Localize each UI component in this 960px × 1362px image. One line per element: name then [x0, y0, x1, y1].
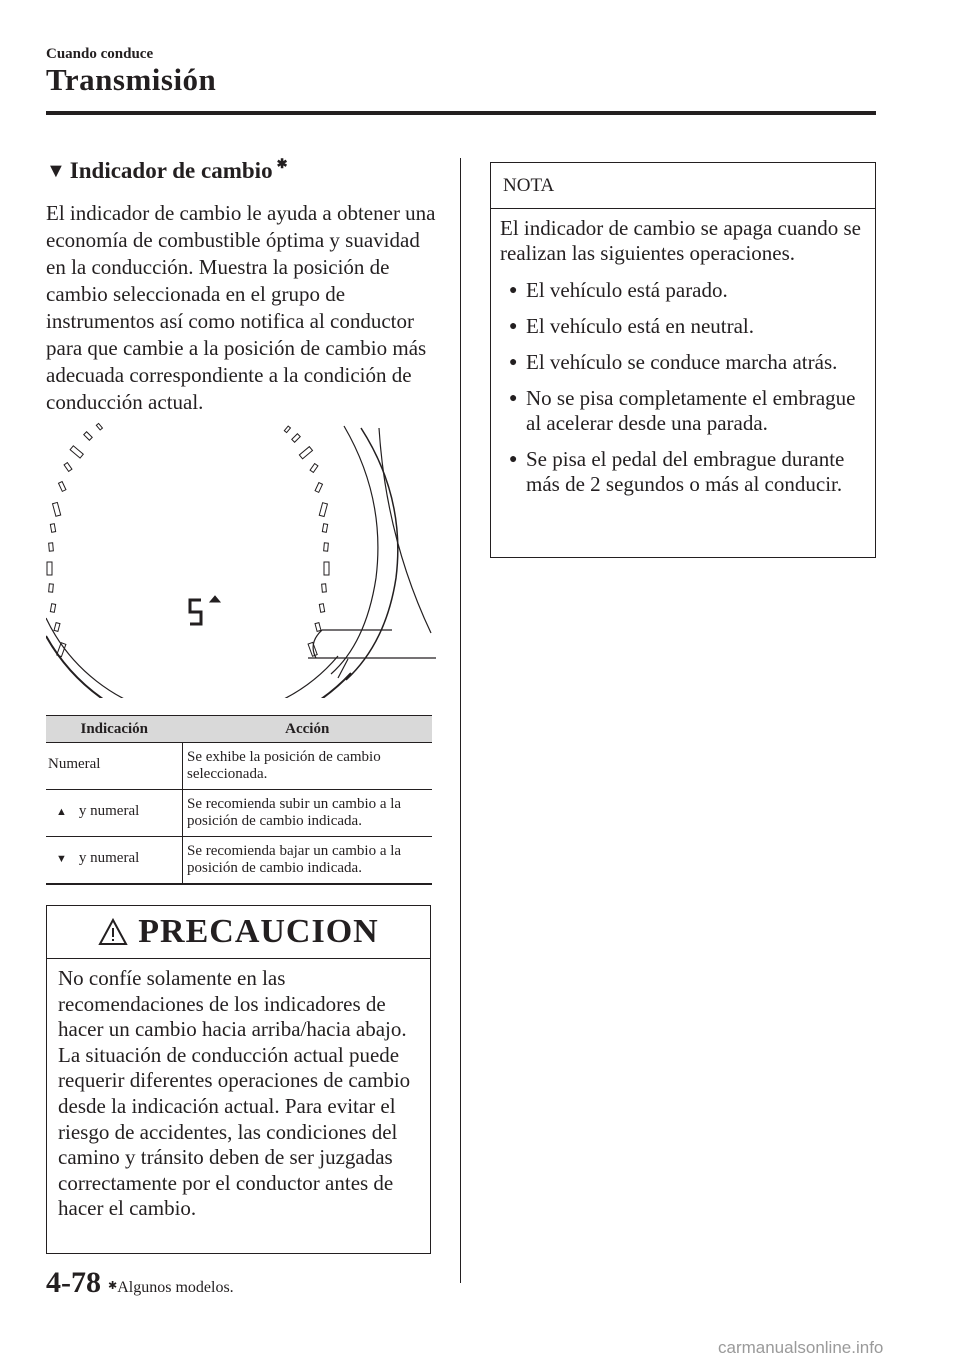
right-gauge-inner-arc [331, 426, 378, 674]
indication-cell [46, 837, 183, 885]
bullet-icon: ● [509, 319, 518, 334]
list-item: ● Se pisa el pedal del embrague durante más de 2 segundos o más al conducir. [509, 447, 845, 496]
caution-header [47, 906, 430, 959]
note-title: NOTA [503, 175, 555, 196]
note-header [491, 163, 875, 209]
bullet-icon: ● [509, 355, 518, 370]
section-heading-text: Indicador de cambio [69, 158, 273, 183]
right-gauge-ticks [284, 426, 329, 656]
asterisk-icon: ✱ [276, 156, 288, 171]
note-list [500, 278, 870, 508]
action-cell: Se exhibe la posición de cambio seleccionada. [183, 743, 433, 790]
caution-box [46, 905, 431, 1254]
indication-text: y numeral [78, 850, 140, 866]
caution-text: No confíe solamente en las recomendaciones de los indicadores de hacer un cambio hacia arriba/hacia abajo. La situación de conducción actual puede requerir diferentes operaciones de cambio desde la indicación actual. Para evitar el riesgo de accidentes, las condiciones del camino y tránsito deben de ser juzgadas correctamente por el conductor antes de hacer el cambio. [58, 966, 411, 1221]
list-item: ● No se pisa completamente el embrague al acelerar desde una parada. [509, 386, 856, 435]
header-rule [46, 111, 876, 115]
indication-text: y numeral [78, 803, 140, 819]
table-row [46, 837, 432, 885]
page-number: 4-78 [46, 1266, 101, 1299]
left-gauge-inner-arc [46, 618, 338, 698]
table-header-action: Acción [183, 716, 433, 743]
right-gauge-outer-arc [346, 428, 398, 680]
list-item: ● El vehículo se conduce marcha atrás. [509, 350, 838, 374]
footnote-text: Algunos modelos. [117, 1279, 234, 1296]
section-label: Cuando conduce [46, 46, 154, 62]
page-title: Transmisión [46, 62, 217, 97]
footnote [108, 1279, 234, 1297]
bullet-icon: ● [509, 452, 518, 467]
bezel-line-1 [379, 428, 431, 633]
list-item: ● El vehículo está parado. [509, 278, 728, 302]
triangle-bullet-icon: ▼ [46, 160, 66, 182]
note-box [490, 162, 876, 558]
action-cell: Se recomienda bajar un cambio a la posición de cambio indicada. [183, 837, 433, 885]
down-arrow-icon: ▼ [56, 853, 67, 865]
instrument-cluster-illustration [46, 418, 436, 698]
table-header-indication: Indicación [46, 716, 183, 743]
intro-paragraph: El indicador de cambio le ayuda a obtener una economía de combustible óptima y suavidad en la conducción. Muestra la posición de cambio seleccionada en el grupo de instrumentos así como notifica al conductor para que cambie a la posición de cambio más adecuada correspondiente a la condición de conducción actual. [46, 201, 436, 414]
table-row [46, 743, 432, 790]
warning-triangle-icon [98, 918, 128, 946]
table-header-row [46, 716, 432, 743]
asterisk-icon: ✱ [108, 1280, 118, 1292]
left-gauge-ticks [47, 423, 102, 656]
indication-cell: Numeral [46, 743, 183, 790]
up-arrow-icon: ▲ [56, 806, 67, 818]
shift-indicator-icon [190, 596, 220, 624]
note-intro: El indicador de cambio se apaga cuando se realizan las siguientes operaciones. [500, 216, 861, 265]
list-item: ● El vehículo está en neutral. [509, 314, 754, 338]
table-row [46, 790, 432, 837]
indication-cell [46, 790, 183, 837]
caution-title: PRECAUCION [138, 913, 379, 950]
bullet-icon: ● [509, 391, 518, 406]
watermark: carmanualsonline.info [718, 1338, 884, 1357]
indicator-table [46, 715, 432, 885]
action-cell: Se recomienda subir un cambio a la posición de cambio indicada. [183, 790, 433, 837]
left-gauge-outer-arc [46, 636, 351, 698]
column-divider [460, 158, 461, 1283]
section-heading [46, 158, 287, 184]
bullet-icon: ● [509, 283, 518, 298]
